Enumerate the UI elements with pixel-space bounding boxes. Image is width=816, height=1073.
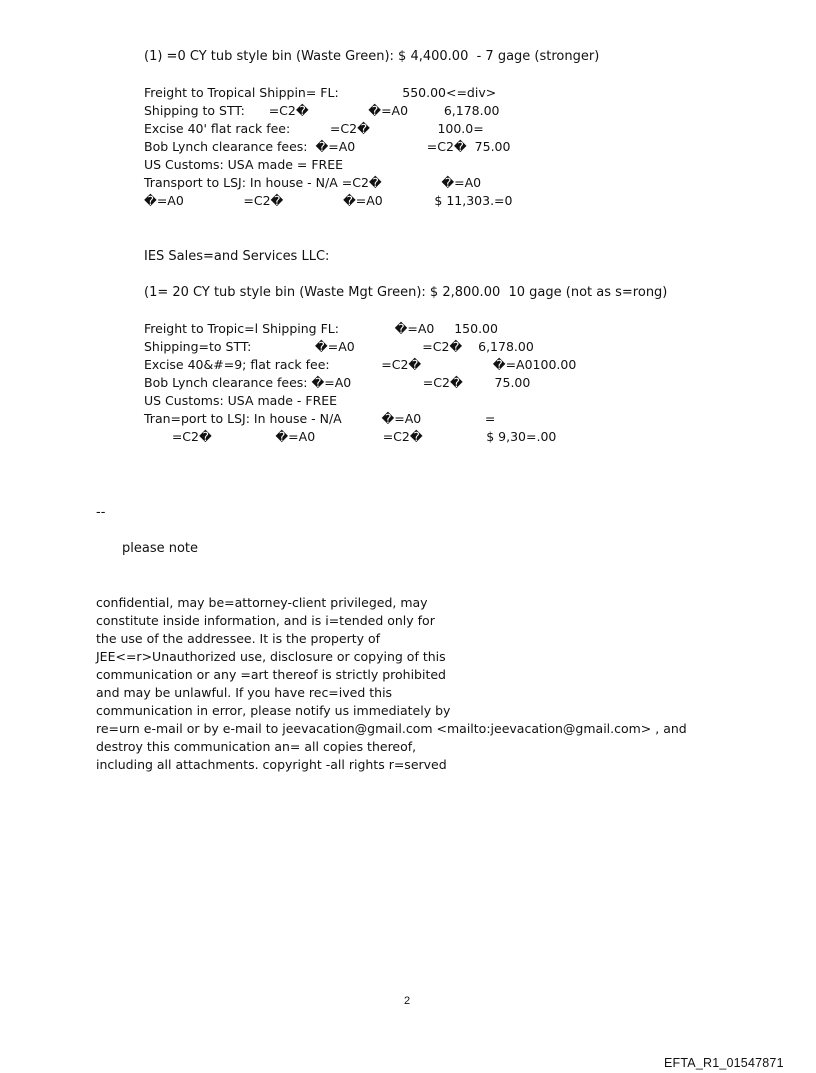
cost-line: Shipping to STT: =C2� �=A0 6,178.00 <box>144 103 500 118</box>
disclaimer-line: the use of the addressee. It is the property of <box>96 631 381 646</box>
page-number: 2 <box>404 995 411 1007</box>
cost-line: US Customs: USA made - FREE <box>144 393 338 408</box>
bin-option-1-heading: (1) =0 CY tub style bin (Waste Green): $ 4,400.00 - 7 gage (stronger) <box>144 49 600 64</box>
disclaimer-line: including all attachments. copyright -all rights r=served <box>96 757 447 772</box>
vendor-name: IES Sales=and Services LLC: <box>144 249 330 264</box>
disclaimer-line: and may be unlawful. If you have rec=ived this <box>96 685 393 700</box>
cost-total-line: �=A0 =C2� �=A0 $ 11,303.=0 <box>144 193 513 208</box>
cost-line: Freight to Tropic=l Shipping FL: �=A0 150.00 <box>144 321 498 336</box>
cost-line: Bob Lynch clearance fees: �=A0 =C2� 75.00 <box>144 139 511 154</box>
document-id-stamp: EFTA_R1_01547871 <box>664 1056 784 1070</box>
note-label: please note <box>122 541 199 556</box>
cost-line: Shipping=to STT: �=A0 =C2� 6,178.00 <box>144 339 534 354</box>
disclaimer-line: JEE<=r>Unauthorized use, disclosure or copying of this <box>96 649 446 664</box>
cost-line: Freight to Tropical Shippin= FL: 550.00<=div> <box>144 85 497 100</box>
signature-separator: -- <box>96 505 106 520</box>
cost-line: Excise 40' flat rack fee: =C2� 100.0= <box>144 121 484 136</box>
cost-line: Transport to LSJ: In house - N/A =C2� �=A0 <box>144 175 482 190</box>
disclaimer-line: re=urn e-mail or by e-mail to jeevacation@gmail.com <mailto:jeevacation@gmail.com> , and <box>96 721 687 736</box>
bin-option-2-heading: (1= 20 CY tub style bin (Waste Mgt Green): $ 2,800.00 10 gage (not as s=rong) <box>144 285 668 300</box>
cost-line: Tran=port to LSJ: In house - N/A �=A0 = <box>144 411 496 426</box>
cost-line: Excise 40&#=9; flat rack fee: =C2� �=A0100.00 <box>144 357 577 372</box>
cost-line: US Customs: USA made = FREE <box>144 157 344 172</box>
disclaimer-line: destroy this communication an= all copies thereof, <box>96 739 417 754</box>
disclaimer-line: communication or any =art thereof is strictly prohibited <box>96 667 446 682</box>
disclaimer-line: confidential, may be=attorney-client privileged, may <box>96 595 428 610</box>
cost-total-line: =C2� �=A0 =C2� $ 9,30=.00 <box>144 429 557 444</box>
cost-line: Bob Lynch clearance fees: �=A0 =C2� 75.00 <box>144 375 531 390</box>
disclaimer-line: communication in error, please notify us immediately by <box>96 703 451 718</box>
disclaimer-line: constitute inside information, and is i=tended only for <box>96 613 435 628</box>
